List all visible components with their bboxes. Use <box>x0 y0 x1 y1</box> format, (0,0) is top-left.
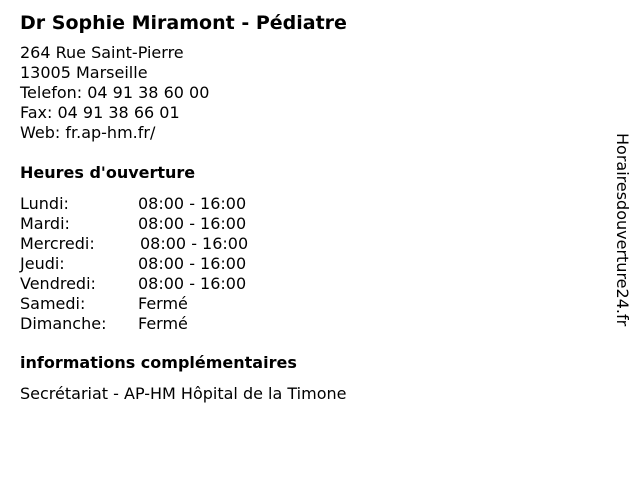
additional-info-text: Secrétariat - AP-HM Hôpital de la Timone <box>20 384 347 403</box>
hours-day: Mercredi: <box>20 234 95 253</box>
hours-time: 08:00 - 16:00 <box>138 214 247 233</box>
hours-time: Fermé <box>138 294 188 313</box>
opening-hours-heading: Heures d'ouverture <box>20 163 196 182</box>
hours-day: Samedi: <box>20 294 86 313</box>
hours-day: Lundi: <box>20 194 69 213</box>
address-city: 13005 Marseille <box>20 63 148 82</box>
phone-number: Telefon: 04 91 38 60 00 <box>20 83 210 102</box>
hours-time: 08:00 - 16:00 <box>140 234 249 253</box>
fax-number: Fax: 04 91 38 66 01 <box>20 103 180 122</box>
additional-info-heading: informations complémentaires <box>20 353 297 372</box>
hours-time: 08:00 - 16:00 <box>138 194 247 213</box>
page-title: Dr Sophie Miramont - Pédiatre <box>20 12 347 34</box>
hours-day: Jeudi: <box>20 254 65 273</box>
address-street: 264 Rue Saint-Pierre <box>20 43 184 62</box>
address-block <box>20 43 209 143</box>
hours-day: Mardi: <box>20 214 70 233</box>
website-link[interactable]: Web: fr.ap-hm.fr/ <box>20 123 156 142</box>
hours-day: Vendredi: <box>20 274 96 293</box>
site-brand-label[interactable]: Horairesdouverture24.fr <box>613 133 632 327</box>
hours-day: Dimanche: <box>20 314 107 333</box>
hours-time: Fermé <box>138 314 188 333</box>
hours-time: 08:00 - 16:00 <box>138 254 247 273</box>
hours-time: 08:00 - 16:00 <box>138 274 247 293</box>
